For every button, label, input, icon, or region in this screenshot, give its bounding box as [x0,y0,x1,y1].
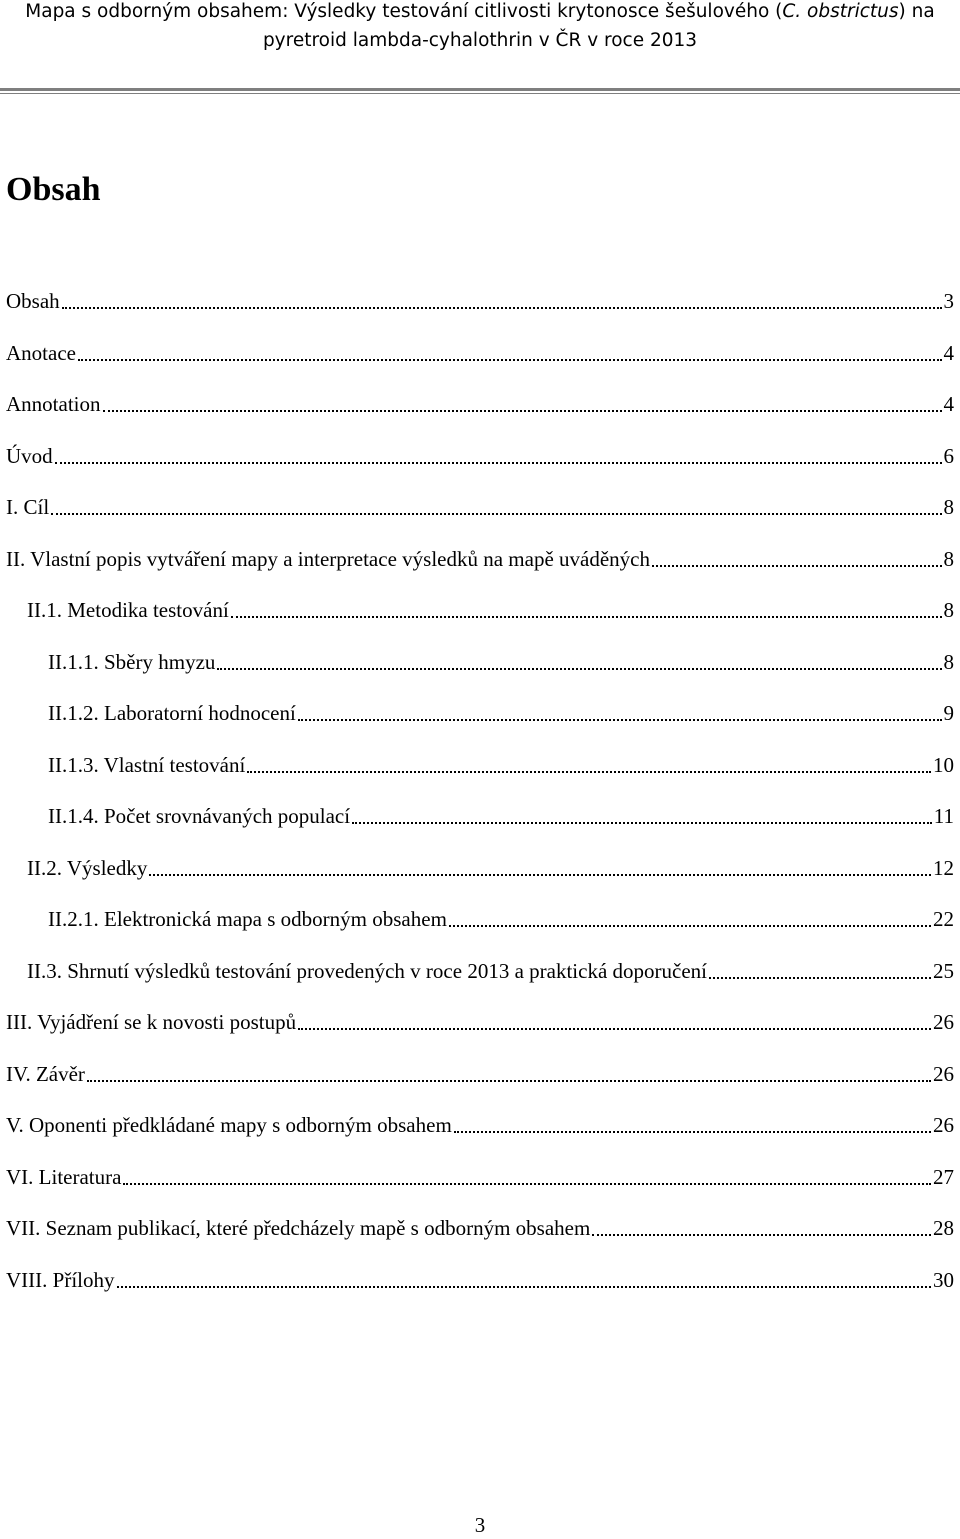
toc-entry-label: VIII. Přílohy [6,1268,115,1292]
toc-leader-dots [117,1286,932,1288]
toc-entry-label: II.3. Shrnutí výsledků testování provedených v roce 2013 a praktická doporučení [27,959,707,983]
toc-entry[interactable] [6,1111,954,1139]
toc-entry-label: VI. Literatura [6,1165,122,1189]
toc-entry-page: 25 [933,959,954,983]
toc-entry-label: Obsah [6,289,60,313]
toc-entry-label: II.1.2. Laboratorní hodnocení [48,701,296,725]
toc-entry-label: III. Vyjádření se k novosti postupů [6,1010,297,1034]
toc-leader-dots [298,1028,931,1030]
toc-leader-dots [449,925,931,927]
toc-leader-dots [78,359,942,361]
toc-entry-page: 8 [943,598,954,622]
header-line-1-end: ) na [898,1,935,22]
toc-entry-page: 12 [933,856,954,880]
toc-entry[interactable] [48,751,954,779]
toc-entry-page: 30 [933,1268,954,1292]
toc-leader-dots [123,1183,931,1185]
toc-entry-page: 4 [943,392,954,416]
toc-entry-page: 10 [933,753,954,777]
toc-leader-dots [298,719,942,721]
toc-entry[interactable] [48,648,954,676]
toc-entry[interactable] [6,1266,954,1294]
toc-entry-label: II.1.4. Počet srovnávaných populací [48,804,351,828]
toc-entry-label: II.1.3. Vlastní testování [48,753,246,777]
toc-entry[interactable] [48,802,954,830]
toc-entry-page: 11 [933,804,954,828]
toc-entry-label: V. Oponenti předkládané mapy s odborným obsahem [6,1113,452,1137]
toc-entry-page: 26 [933,1062,954,1086]
toc-entry-page: 9 [943,701,954,725]
toc-entry[interactable] [27,596,954,624]
toc-entry[interactable] [6,1214,954,1242]
toc-entry[interactable] [6,1008,954,1036]
toc-entry[interactable] [6,545,954,573]
toc-entry-page: 4 [943,341,954,365]
toc-entry-label: Annotation [6,392,101,416]
toc-leader-dots [217,668,941,670]
toc-entry-page: 26 [933,1010,954,1034]
toc-leader-dots [652,565,942,567]
toc-entry-label: VII. Seznam publikací, které předcházely mapě s odborným obsahem [6,1216,591,1240]
toc-leader-dots [454,1131,931,1133]
header-species-italic: C. obstrictus [782,1,899,22]
toc-entry-label: Úvod [6,444,53,468]
toc-entry-label: Anotace [6,341,76,365]
toc-entry-label: II. Vlastní popis vytváření mapy a interpretace výsledků na mapě uváděných [6,547,650,571]
header-rule-thick [0,88,960,91]
toc-entry-page: 3 [943,289,954,313]
toc-leader-dots [247,771,931,773]
toc-entry-label: I. Cíl [6,495,50,519]
page-number: 3 [474,1513,486,1537]
toc-entry-page: 8 [943,495,954,519]
toc-entry-page: 28 [933,1216,954,1240]
toc-entry[interactable] [27,854,954,882]
toc-entry[interactable] [6,442,954,470]
toc-entry[interactable] [6,339,954,367]
toc-entry[interactable] [48,699,954,727]
toc-leader-dots [709,977,931,979]
toc-entry-label: II.2. Výsledky [27,856,148,880]
toc-entry-page: 22 [933,907,954,931]
toc-entry-page: 8 [943,547,954,571]
toc-entry-label: IV. Závěr [6,1062,85,1086]
toc-leader-dots [55,462,942,464]
toc-entry[interactable] [6,493,954,521]
toc-leader-dots [352,822,932,824]
toc-entry-page: 27 [933,1165,954,1189]
toc-entry-label: II.1. Metodika testování [27,598,229,622]
toc-entry[interactable] [6,1060,954,1088]
toc-entry[interactable] [6,287,954,315]
toc-entry-page: 6 [943,444,954,468]
header-line-1 [0,0,960,27]
toc-entry-page: 26 [933,1113,954,1137]
toc-entry[interactable] [6,1163,954,1191]
page-title: Obsah [6,171,101,208]
header-rule-thin [0,93,960,94]
toc-leader-dots [103,410,942,412]
header-line-2: pyretroid lambda-cyhalothrin v ČR v roce 2013 [262,30,698,51]
toc-entry-page: 8 [943,650,954,674]
toc-leader-dots [87,1080,931,1082]
toc-leader-dots [592,1234,931,1236]
toc-entry-label: II.1.1. Sběry hmyzu [48,650,216,674]
toc-leader-dots [62,307,942,309]
header-line-1-start: Mapa s odborným obsahem: Výsledky testování citlivosti krytonosce šešulového ( [25,1,783,22]
toc-leader-dots [149,874,931,876]
toc-leader-dots [51,513,941,515]
toc-entry[interactable] [48,905,954,933]
toc-leader-dots [231,616,942,618]
toc-entry-label: II.2.1. Elektronická mapa s odborným obsahem [48,907,447,931]
toc-entry[interactable] [27,957,954,985]
toc-entry[interactable] [6,390,954,418]
